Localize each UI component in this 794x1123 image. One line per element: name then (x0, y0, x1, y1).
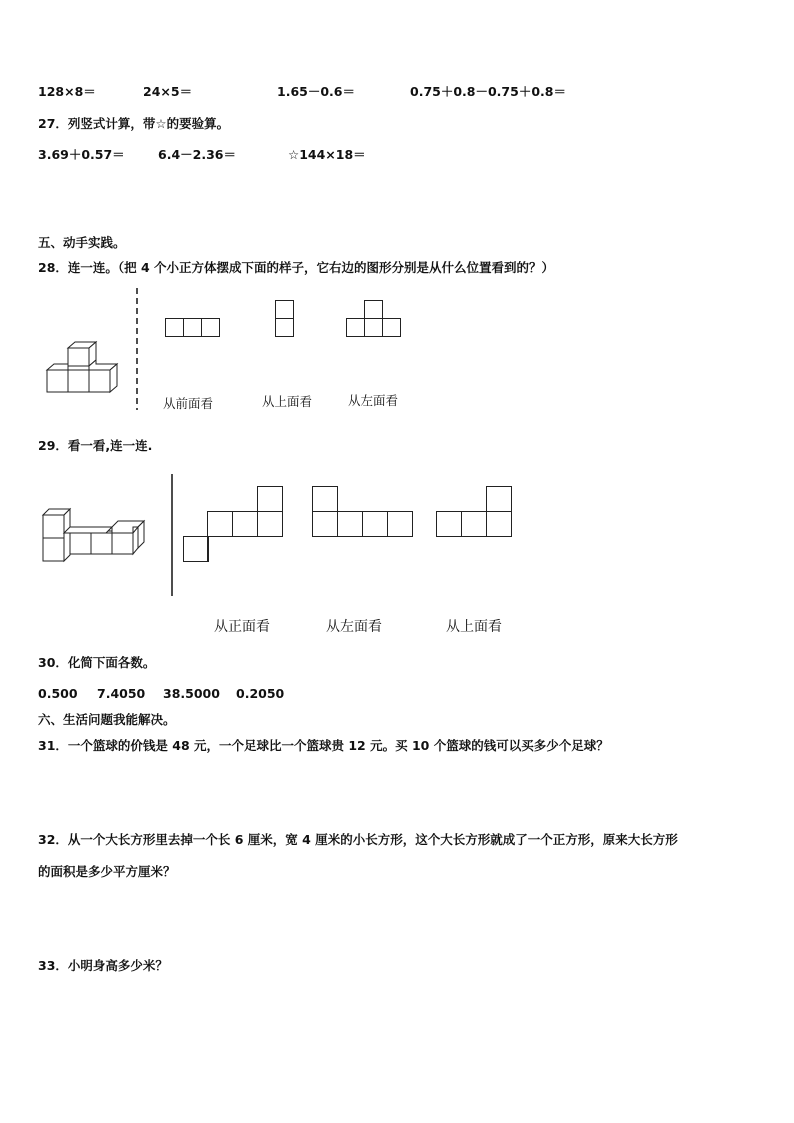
q29-view-grid-2 (312, 486, 416, 540)
q29-divider (170, 474, 174, 596)
q30-item-3: 38.5000 (163, 686, 220, 701)
q28-label-top: 从上面看 (262, 394, 313, 409)
q27-item-3: ☆144×18＝ (288, 147, 366, 162)
section-6-heading: 六、生活问题我能解决。 (38, 712, 176, 727)
q28-view-grid-1 (165, 318, 223, 339)
section-5-heading: 五、动手实践。 (38, 235, 126, 250)
q29-title: 29．看一看,连一连. (38, 438, 153, 453)
calc-item-1: 128×8＝ (38, 84, 96, 99)
q30-item-4: 0.2050 (236, 686, 285, 701)
q28-label-left: 从左面看 (348, 393, 399, 408)
q28-title: 28．连一连。（把 4 个小正方体摆成下面的样子，它右边的图形分别是从什么位置看到的？） (38, 260, 555, 275)
calc-item-3: 1.65－0.6＝ (277, 84, 355, 99)
q29-label-top: 从上面看 (446, 619, 502, 635)
q32-text-line-2: 的面积是多少平方厘米？ (38, 864, 176, 879)
q30-item-2: 7.4050 (97, 686, 146, 701)
q27-title: 27．列竖式计算，带☆的要验算。 (38, 116, 230, 131)
q30-title: 30．化简下面各数。 (38, 655, 156, 670)
calc-item-4: 0.75＋0.8－0.75＋0.8＝ (410, 84, 566, 99)
q33-text: 33．小明身高多少米？ (38, 958, 168, 973)
q28-cube-figure (44, 338, 126, 398)
q29-view-grid-3 (436, 486, 516, 540)
q29-cube-figure (40, 506, 160, 566)
q28-view-grid-2 (275, 300, 297, 340)
q29-label-front: 从正面看 (214, 619, 270, 635)
q31-text: 31．一个篮球的价钱是 48 元，一个足球比一个篮球贵 12 元。买 10 个篮球的钱可以买多少个足球？ (38, 738, 609, 753)
q28-label-front: 从前面看 (163, 396, 214, 411)
calc-item-2: 24×5＝ (143, 84, 193, 99)
q27-item-1: 3.69＋0.57＝ (38, 147, 125, 162)
q27-item-2: 6.4－2.36＝ (158, 147, 236, 162)
q28-view-grid-3 (346, 300, 404, 340)
q29-view-grid-1 (183, 486, 285, 564)
q30-item-1: 0.500 (38, 686, 78, 701)
q29-label-left: 从左面看 (326, 619, 382, 635)
q28-divider (135, 288, 139, 410)
q32-text-line-1: 32．从一个大长方形里去掉一个长 6 厘米，宽 4 厘米的小长方形，这个大长方形就成了一个正方形，原来大长方形 (38, 832, 678, 847)
